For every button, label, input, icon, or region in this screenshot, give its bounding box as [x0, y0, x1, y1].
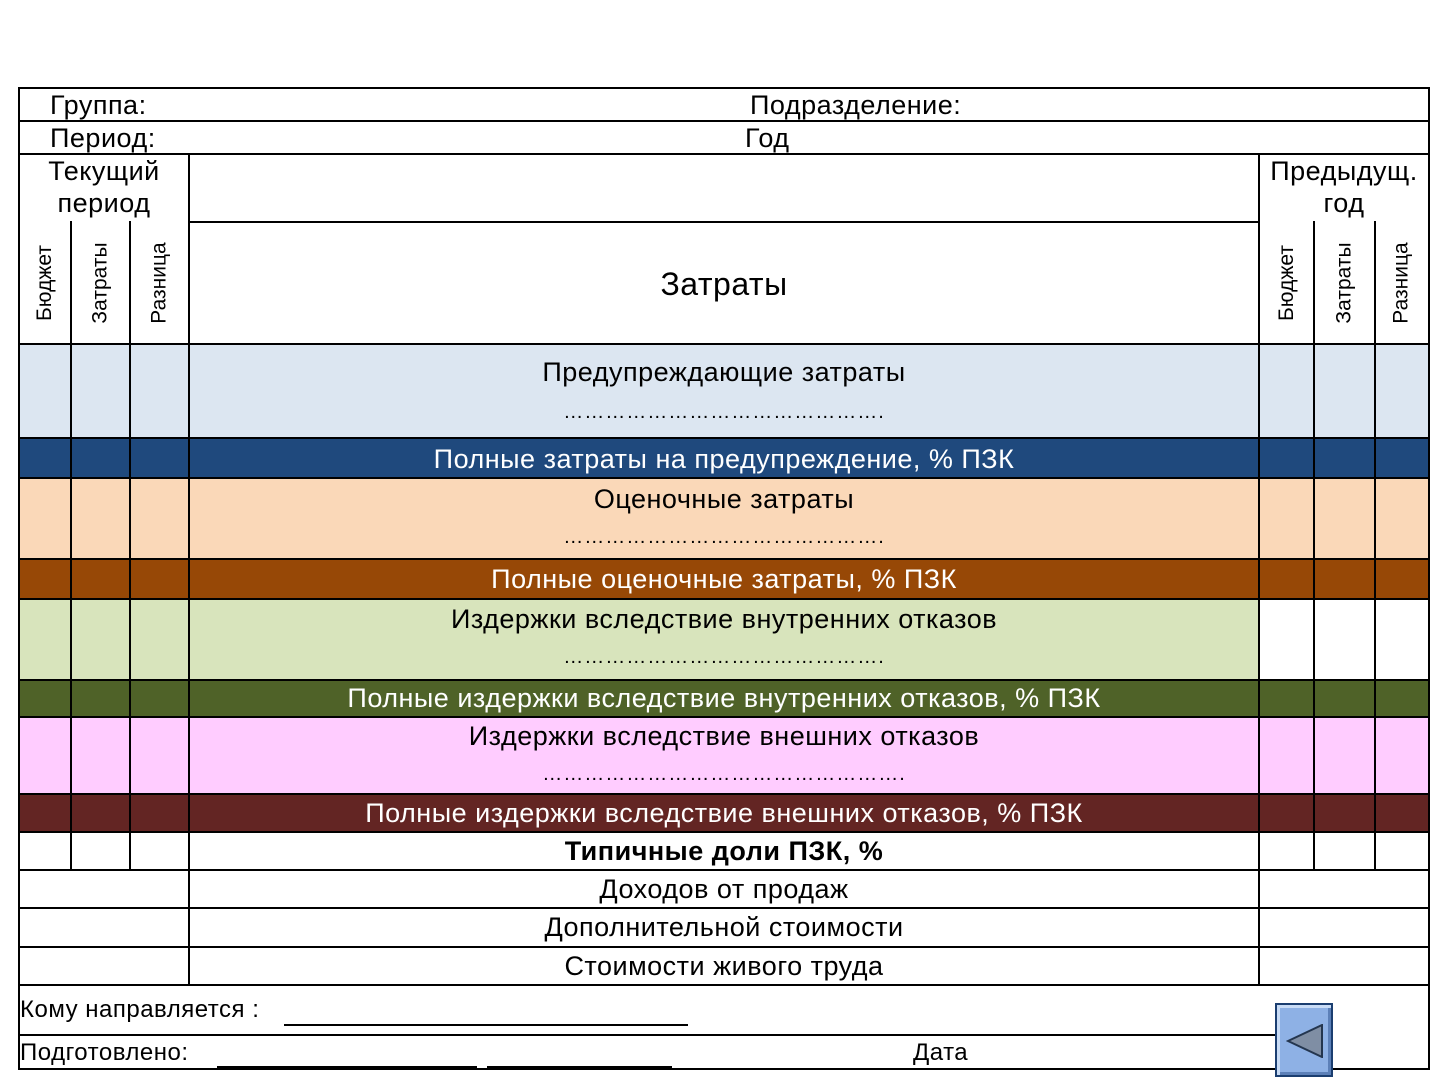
prepared-name-field[interactable] — [217, 1066, 477, 1068]
typical-share-sales: Доходов от продаж — [599, 874, 849, 904]
section-internal-dots: ………………………………………. — [563, 646, 885, 668]
section-prevention-dots: ………………………………………. — [563, 401, 885, 423]
period-label: Период: — [50, 123, 156, 153]
typical-share-labor: Стоимости живого труда — [564, 951, 884, 981]
current-period-label — [20, 155, 188, 219]
section-prevention-total: Полные затраты на предупреждение, % ПЗК — [433, 444, 1015, 474]
previous-year-label-line2: год — [1323, 188, 1365, 218]
section-appraisal-total: Полные оценочные затраты, % ПЗК — [491, 564, 957, 594]
section-external-dots: ……………………………………………. — [542, 763, 906, 785]
triangle-left-icon — [1286, 1024, 1324, 1058]
col-previous-budget: Бюджет — [1274, 245, 1298, 321]
section-prevention-title: Предупреждающие затраты — [542, 357, 906, 387]
col-current-difference: Разница — [147, 242, 171, 324]
sent-to-field[interactable] — [284, 1024, 688, 1026]
division-label: Подразделение: — [750, 90, 962, 120]
section-internal-total: Полные издержки вследствие внутренних отказов, % ПЗК — [347, 683, 1101, 713]
col-previous-difference: Разница — [1390, 242, 1414, 324]
section-appraisal-dots: ………………………………………. — [563, 526, 885, 548]
date-label: Дата — [913, 1039, 969, 1066]
section-external-total: Полные издержки вследствие внешних отказов, % ПЗК — [365, 798, 1083, 828]
previous-year-label-line1: Предыдущ. — [1270, 156, 1418, 186]
cost-report-form — [18, 87, 1430, 1070]
group-label: Группа: — [50, 90, 147, 120]
costs-title: Затраты — [660, 266, 788, 302]
typical-shares-title: Типичные доли ПЗК, % — [564, 836, 884, 866]
current-period-label-line1: Текущий — [48, 156, 160, 186]
current-period-label-line2: период — [57, 188, 151, 218]
section-appraisal-title: Оценочные затраты — [593, 484, 855, 514]
col-current-costs: Затраты — [88, 242, 112, 324]
col-previous-costs: Затраты — [1332, 242, 1356, 324]
section-external-title: Издержки вследствие внешних отказов — [468, 721, 980, 751]
year-label: Год — [745, 123, 790, 153]
col-current-budget: Бюджет — [33, 245, 57, 321]
sent-to-label: Кому направляется : — [20, 996, 260, 1023]
prepared-label: Подготовлено: — [20, 1039, 189, 1066]
previous-year-label — [1260, 155, 1428, 219]
section-internal-title: Издержки вследствие внутренних отказов — [450, 604, 998, 634]
back-button[interactable] — [1275, 1003, 1333, 1077]
prepared-position-field[interactable] — [487, 1066, 672, 1068]
typical-share-added-value: Дополнительной стоимости — [544, 912, 904, 942]
